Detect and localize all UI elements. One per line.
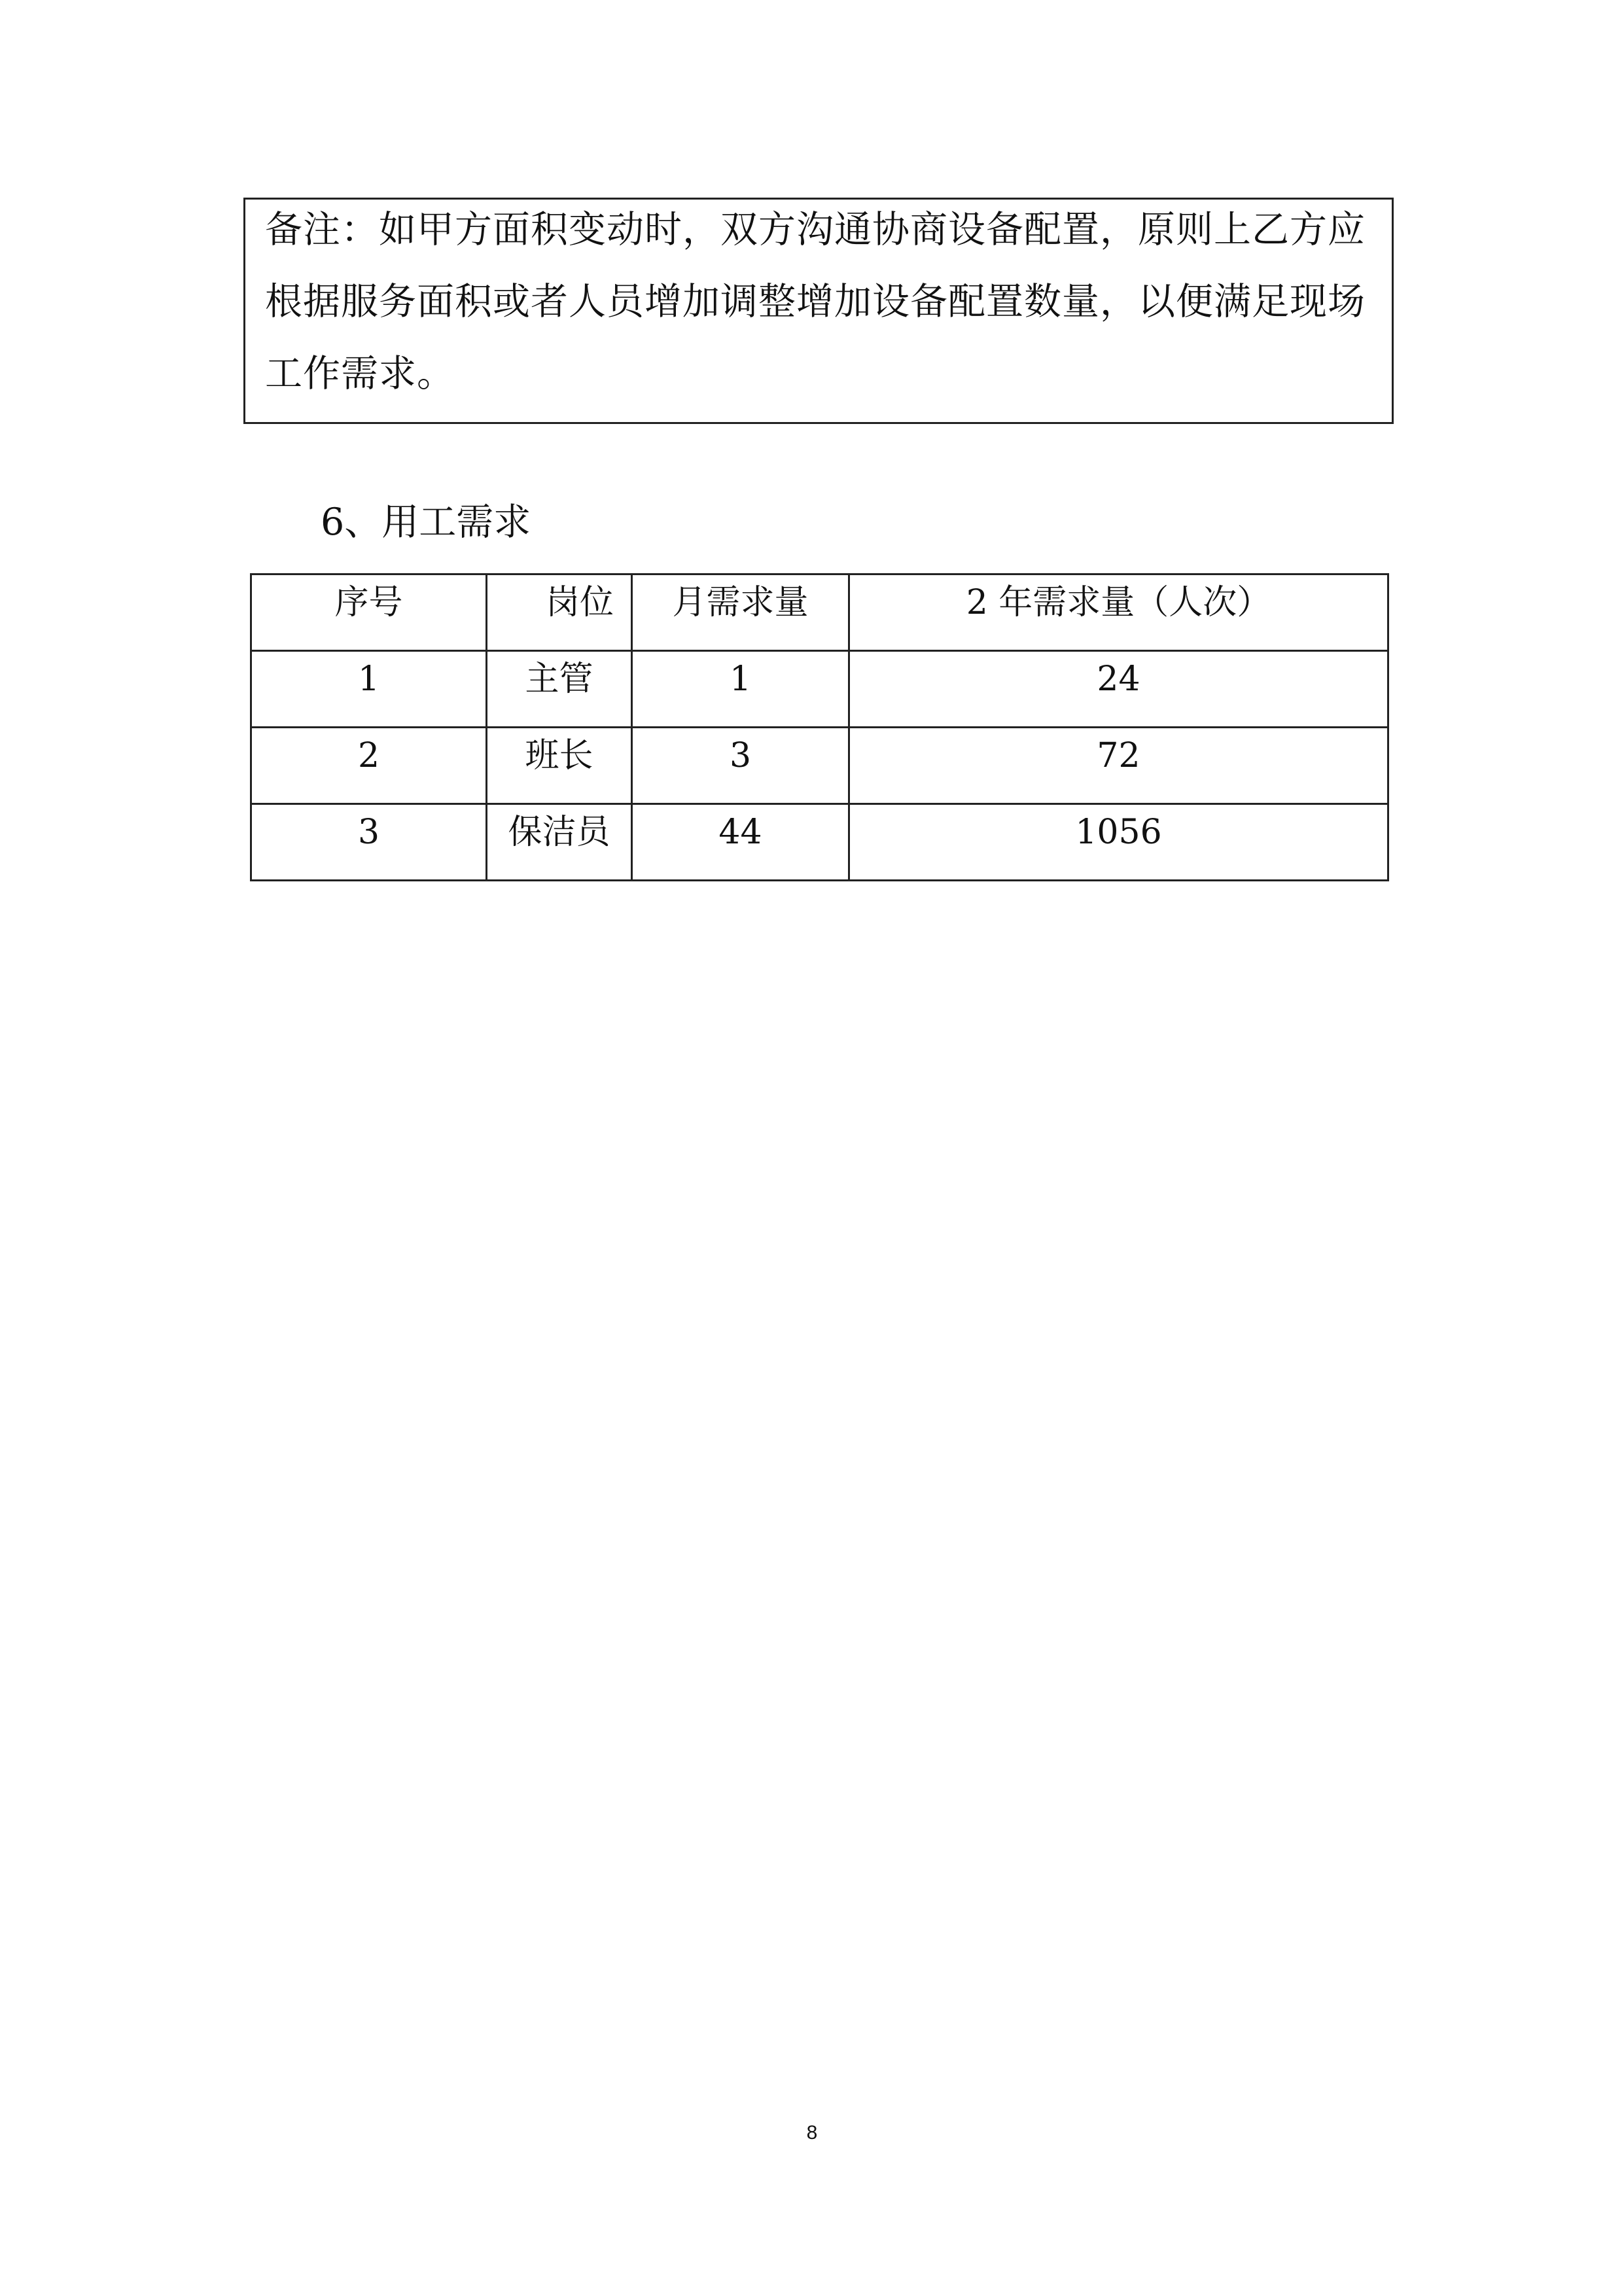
header-cell-position: 岗位 — [487, 574, 632, 651]
cell-monthly: 1 — [632, 651, 849, 728]
cell-position: 保洁员 — [487, 804, 632, 881]
staffing-table — [250, 573, 1389, 881]
cell-two-year: 1056 — [849, 804, 1388, 881]
cell-index: 2 — [251, 728, 487, 804]
header-cell-index: 序号 — [251, 574, 487, 651]
cell-position: 班长 — [487, 728, 632, 804]
table-row — [251, 804, 1388, 881]
remark-line: 根据服务面积或者人员增加调整增加设备配置数量，以便满足现场 — [265, 280, 1366, 323]
table-row — [251, 728, 1388, 804]
section-title: 6、用工需求 — [321, 501, 531, 544]
cell-monthly: 44 — [632, 804, 849, 881]
remark-line: 备注：如甲方面积变动时，双方沟通协商设备配置，原则上乙方应 — [265, 208, 1366, 251]
cell-monthly: 3 — [632, 728, 849, 804]
header-cell-monthly: 月需求量 — [632, 574, 849, 651]
table-header-row — [251, 574, 1388, 651]
page-number: 8 — [806, 2122, 818, 2144]
cell-position: 主管 — [487, 651, 632, 728]
cell-two-year: 24 — [849, 651, 1388, 728]
cell-index: 3 — [251, 804, 487, 881]
remark-line: 工作需求。 — [265, 352, 455, 395]
cell-index: 1 — [251, 651, 487, 728]
table-row — [251, 651, 1388, 728]
header-cell-two-year: 2 年需求量（人次） — [849, 574, 1388, 651]
remark-box — [243, 198, 1394, 424]
cell-two-year: 72 — [849, 728, 1388, 804]
